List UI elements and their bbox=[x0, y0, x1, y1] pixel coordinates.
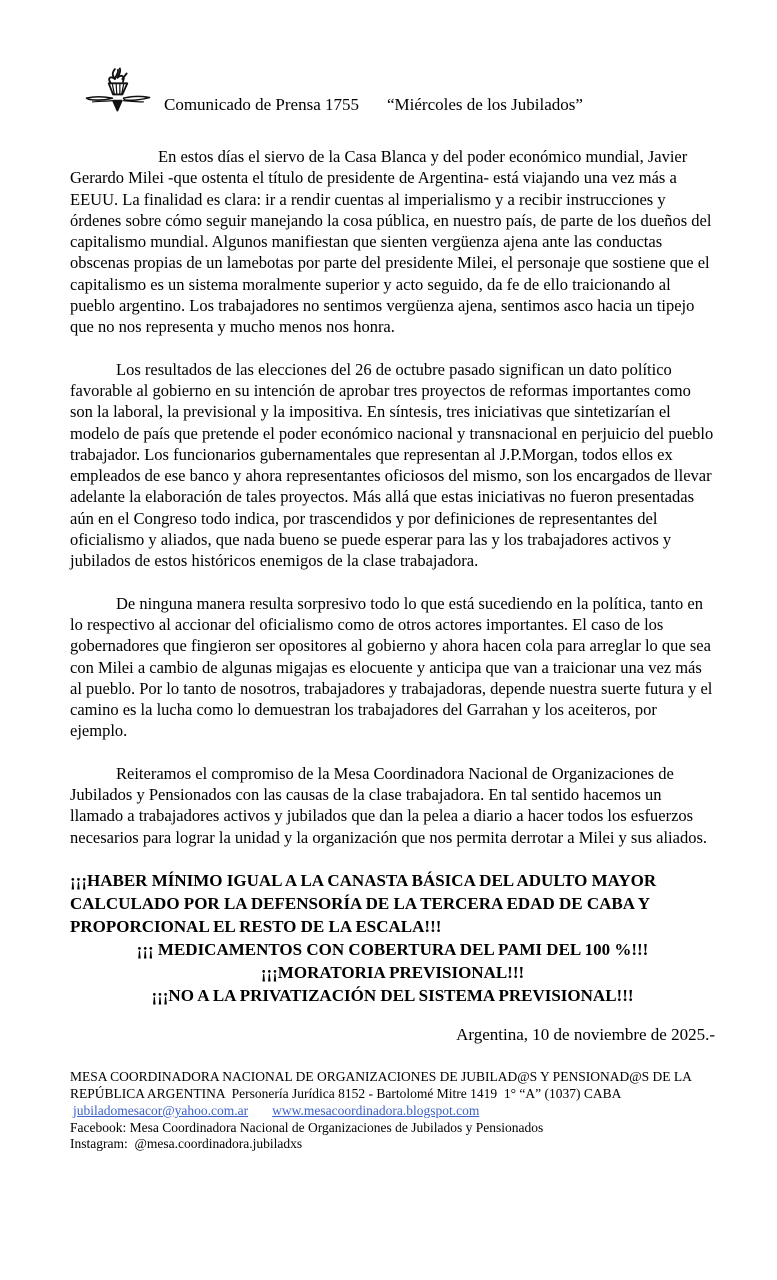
document-header bbox=[84, 64, 583, 120]
torch-icon bbox=[84, 64, 152, 120]
contact-links bbox=[70, 1103, 715, 1120]
document-footer bbox=[70, 1069, 715, 1153]
paragraph-3: De ninguna manera resulta sorpresivo todo lo que está sucediendo en la política, tanto en lo respectivo al accionar del oficialismo como de otros actores importantes. El caso de los gobernadores que fingieron ser opositores al gobierno y ahora hacen cola para arreglar lo que sea con Milei a cambio de algunas migajas es elocuente y anticipa que van a traicionar una vez más al pueblo. Por lo tanto de nosotros, trabajadores y trabajadoras, depende nuestra suerte futura y el camino es la lucha como lo demuestran los trabajadores del Garrahan y los aceiteros, por ejemplo. bbox=[70, 593, 713, 741]
email-link[interactable]: jubiladomesacor@yahoo.com.ar bbox=[73, 1102, 249, 1118]
demands-section bbox=[70, 869, 715, 1007]
facebook-info: Facebook: Mesa Coordinadora Nacional de Organizaciones de Jubilados y Pensionados bbox=[70, 1119, 544, 1135]
paragraph-2: Los resultados de las elecciones del 26 de octubre pasado significan un dato político favorable al gobierno en su intención de aprobar tres proyectos de reformas importantes como son la laboral, la previsional y la impositiva. En síntesis, tres iniciativas que sintetizarían el modelo de país que pretende el poder económico nacional y transnacional en perjuicio del pueblo trabajador. Los funcionarios gubernamentales que representan al J.P.Morgan, todos ellos ex empleados de ese banco y ahora representantes oficiosos del mismo, son los encargados de llevar adelante la elaboración de tales proyectos. Más allá que estas iniciativas no fueron presentadas aún en el Congreso todo indica, por trascendidos y por definiciones de representantes del oficialismo y aliados, que nada bueno se puede esperar para las y los trabajadores activos y jubilados de estos históricos enemigos de la clase trabajadora. bbox=[70, 359, 714, 571]
demand-moratoria: ¡¡¡MORATORIA PREVISIONAL!!! bbox=[260, 962, 525, 982]
instagram-info: Instagram: @mesa.coordinadora.jubiladxs bbox=[70, 1136, 303, 1152]
demand-minimum-pension: ¡¡¡HABER MÍNIMO IGUAL A LA CANASTA BÁSICA DEL ADULTO MAYOR CALCULADO POR LA DEFENSORÍA DE LA TERCERA EDAD DE CABA Y PROPORCIONAL EL RESTO DE LA ESCALA!!! bbox=[70, 870, 657, 936]
website-link[interactable]: www.mesacoordinadora.blogspot.com bbox=[272, 1102, 480, 1118]
document-body bbox=[70, 146, 715, 1153]
press-release-number: Comunicado de Prensa 1755 bbox=[164, 95, 359, 114]
paragraph-4: Reiteramos el compromiso de la Mesa Coordinadora Nacional de Organizaciones de Jubilados y Pensionados con las causas de la clase trabajadora. En tal sentido hacemos un llamado a trabajadores activos y jubilados que dan la pelea a diario a hacer todos los esfuerzos necesarios para lograr la unidad y la organización que nos permita derrotar a Milei y sus aliados. bbox=[70, 763, 708, 847]
demand-medications: ¡¡¡ MEDICAMENTOS CON COBERTURA DEL PAMI DEL 100 %!!! bbox=[136, 939, 649, 959]
demand-no-privatization: ¡¡¡NO A LA PRIVATIZACIÓN DEL SISTEMA PREVISIONAL!!! bbox=[151, 985, 634, 1005]
dateline: Argentina, 10 de noviembre de 2025.- bbox=[456, 1024, 715, 1044]
paragraph-1: En estos días el siervo de la Casa Blanca y del poder económico mundial, Javier Gerardo Milei -que ostenta el título de presidente de Argentina- está viajando una vez más a EEUU. La finalidad es clara: ir a rendir cuentas al imperialismo y a recibir instrucciones y órdenes sobre cómo seguir manejando la cosa pública, en nuestro país, de parte de los dueños del capitalismo mundial. Algunos manifiestan que sienten vergüenza ajena ante las conductas obscenas propias de un lamebotas por parte del presidente Milei, el personaje que sostiene que el capitalismo es un sistema moralmente superior y acto seguido, da fe de ello traicionando al pueblo argentino. Los trabajadores no sentimos vergüenza ajena, sentimos asco hacia un tipejo que no nos representa y mucho menos nos honra. bbox=[70, 147, 712, 337]
press-release-subtitle: “Miércoles de los Jubilados” bbox=[387, 95, 583, 114]
organization-info: MESA COORDINADORA NACIONAL DE ORGANIZACIONES DE JUBILAD@S Y PENSIONAD@S DE LA REPÚBLICA ARGENTINA Personería Jurídica 8152 - Bartolomé Mitre 1419 1° “A” (1037) CABA bbox=[70, 1069, 695, 1101]
